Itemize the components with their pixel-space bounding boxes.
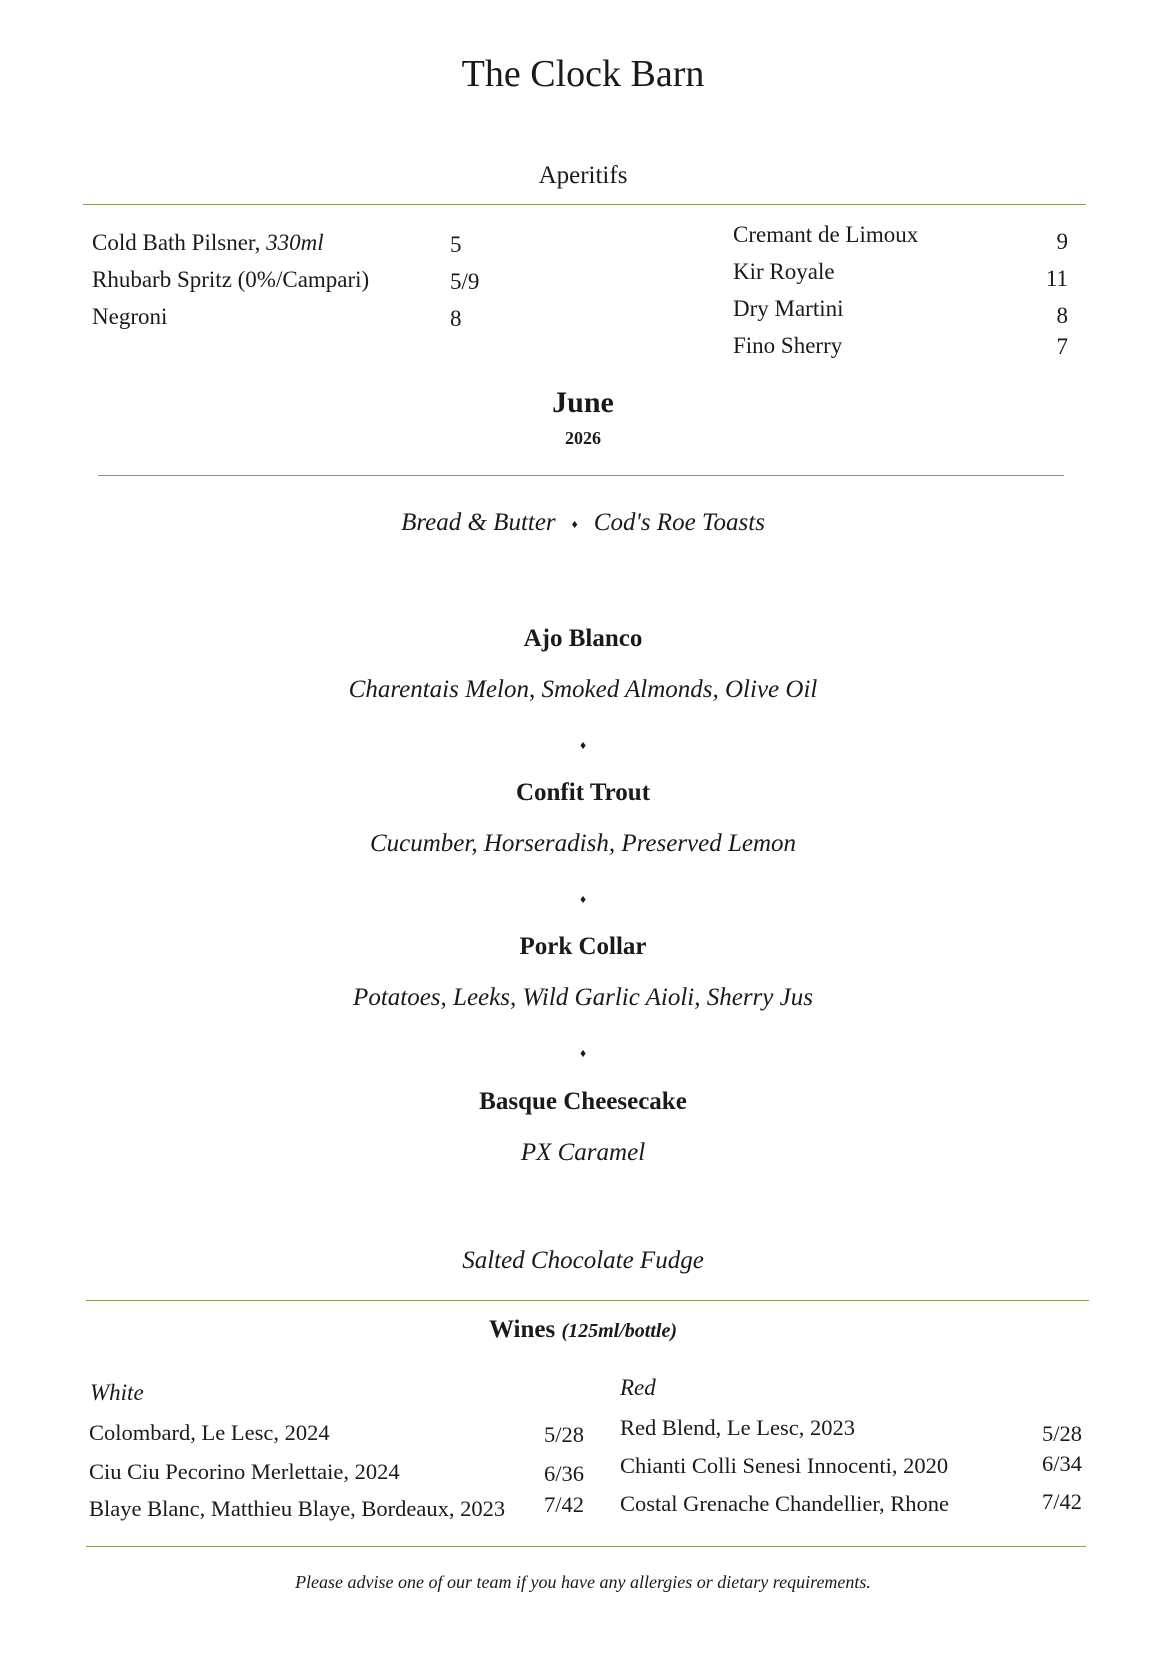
aperitif-price: 5/9 xyxy=(450,269,480,294)
diamond-icon: ♦ xyxy=(579,738,587,752)
wines-divider-top xyxy=(86,1300,1089,1301)
wines-divider-bottom xyxy=(86,1546,1086,1547)
aperitif-price: 9 xyxy=(1056,229,1068,254)
aperitif-price: 8 xyxy=(1056,303,1068,328)
menu-month: June xyxy=(552,386,614,419)
wine-name: Chianti Colli Senesi Innocenti, 2020 xyxy=(620,1453,949,1478)
wine-name: Ciu Ciu Pecorino Merlettaie, 2024 xyxy=(89,1459,400,1484)
course-description: PX Caramel xyxy=(520,1139,646,1166)
wines-title: Wines xyxy=(488,1316,556,1343)
aperitif-name: Fino Sherry xyxy=(733,333,843,358)
aperitifs-heading: Aperitifs xyxy=(538,162,628,189)
wine-price: 5/28 xyxy=(1041,1421,1082,1446)
aperitif-price: 7 xyxy=(1056,334,1068,359)
aperitif-name: Negroni xyxy=(92,304,168,329)
diamond-icon: ♦ xyxy=(579,892,587,906)
course-description: Cucumber, Horseradish, Preserved Lemon xyxy=(369,830,797,857)
snack-item: Cod's Roe Toasts xyxy=(593,509,765,536)
course-name: Confit Trout xyxy=(515,779,651,806)
wine-name: Colombard, Le Lesc, 2024 xyxy=(89,1420,330,1445)
course-name: Pork Collar xyxy=(519,933,647,960)
aperitif-price: 8 xyxy=(450,306,462,331)
wines-subtitle: (125ml/bottle) xyxy=(561,1320,678,1342)
wine-category-red: Red xyxy=(620,1375,656,1400)
petit-four: Salted Chocolate Fudge xyxy=(462,1247,704,1274)
diamond-icon: ♦ xyxy=(579,1046,587,1060)
aperitif-name: Cremant de Limoux xyxy=(733,222,919,247)
wine-price: 7/42 xyxy=(1041,1489,1082,1514)
aperitif-name: Kir Royale xyxy=(733,259,835,284)
course-description: Potatoes, Leeks, Wild Garlic Aioli, Sherry Jus xyxy=(353,984,813,1011)
aperitif-item xyxy=(92,230,324,256)
restaurant-title: The Clock Barn xyxy=(461,53,705,95)
wine-name: Blaye Blanc, Matthieu Blaye, Bordeaux, 2023 xyxy=(89,1496,506,1521)
wine-name: Red Blend, Le Lesc, 2023 xyxy=(620,1415,855,1440)
wine-name: Costal Grenache Chandellier, Rhone xyxy=(620,1491,949,1516)
aperitif-name: Rhubarb Spritz (0%/Campari) xyxy=(92,267,370,292)
wine-price: 7/42 xyxy=(543,1492,584,1517)
wine-price: 5/28 xyxy=(543,1422,584,1447)
aperitifs-divider xyxy=(83,204,1086,205)
course-name: Ajo Blanco xyxy=(523,625,643,652)
aperitif-name: Cold Bath Pilsner, xyxy=(92,230,267,255)
course-name: Basque Cheesecake xyxy=(479,1088,687,1115)
allergy-notice: Please advise one of our team if you have any allergies or dietary requirements. xyxy=(295,1572,871,1592)
aperitif-name: Dry Martini xyxy=(733,296,844,321)
snack-item: Bread & Butter xyxy=(401,509,556,536)
aperitif-price: 5 xyxy=(450,232,462,257)
aperitif-price: 11 xyxy=(1045,266,1068,291)
menu-divider xyxy=(98,475,1064,476)
course-description: Charentais Melon, Smoked Almonds, Olive Oil xyxy=(348,676,818,703)
snacks-line xyxy=(0,509,1166,537)
aperitif-note: 330ml xyxy=(266,230,324,255)
diamond-icon: ♦ xyxy=(571,516,578,531)
wine-price: 6/36 xyxy=(543,1461,584,1486)
wines-heading xyxy=(0,1316,1166,1344)
wine-price: 6/34 xyxy=(1041,1451,1082,1476)
menu-year: 2026 xyxy=(565,428,601,448)
wine-category-white: White xyxy=(90,1380,144,1405)
